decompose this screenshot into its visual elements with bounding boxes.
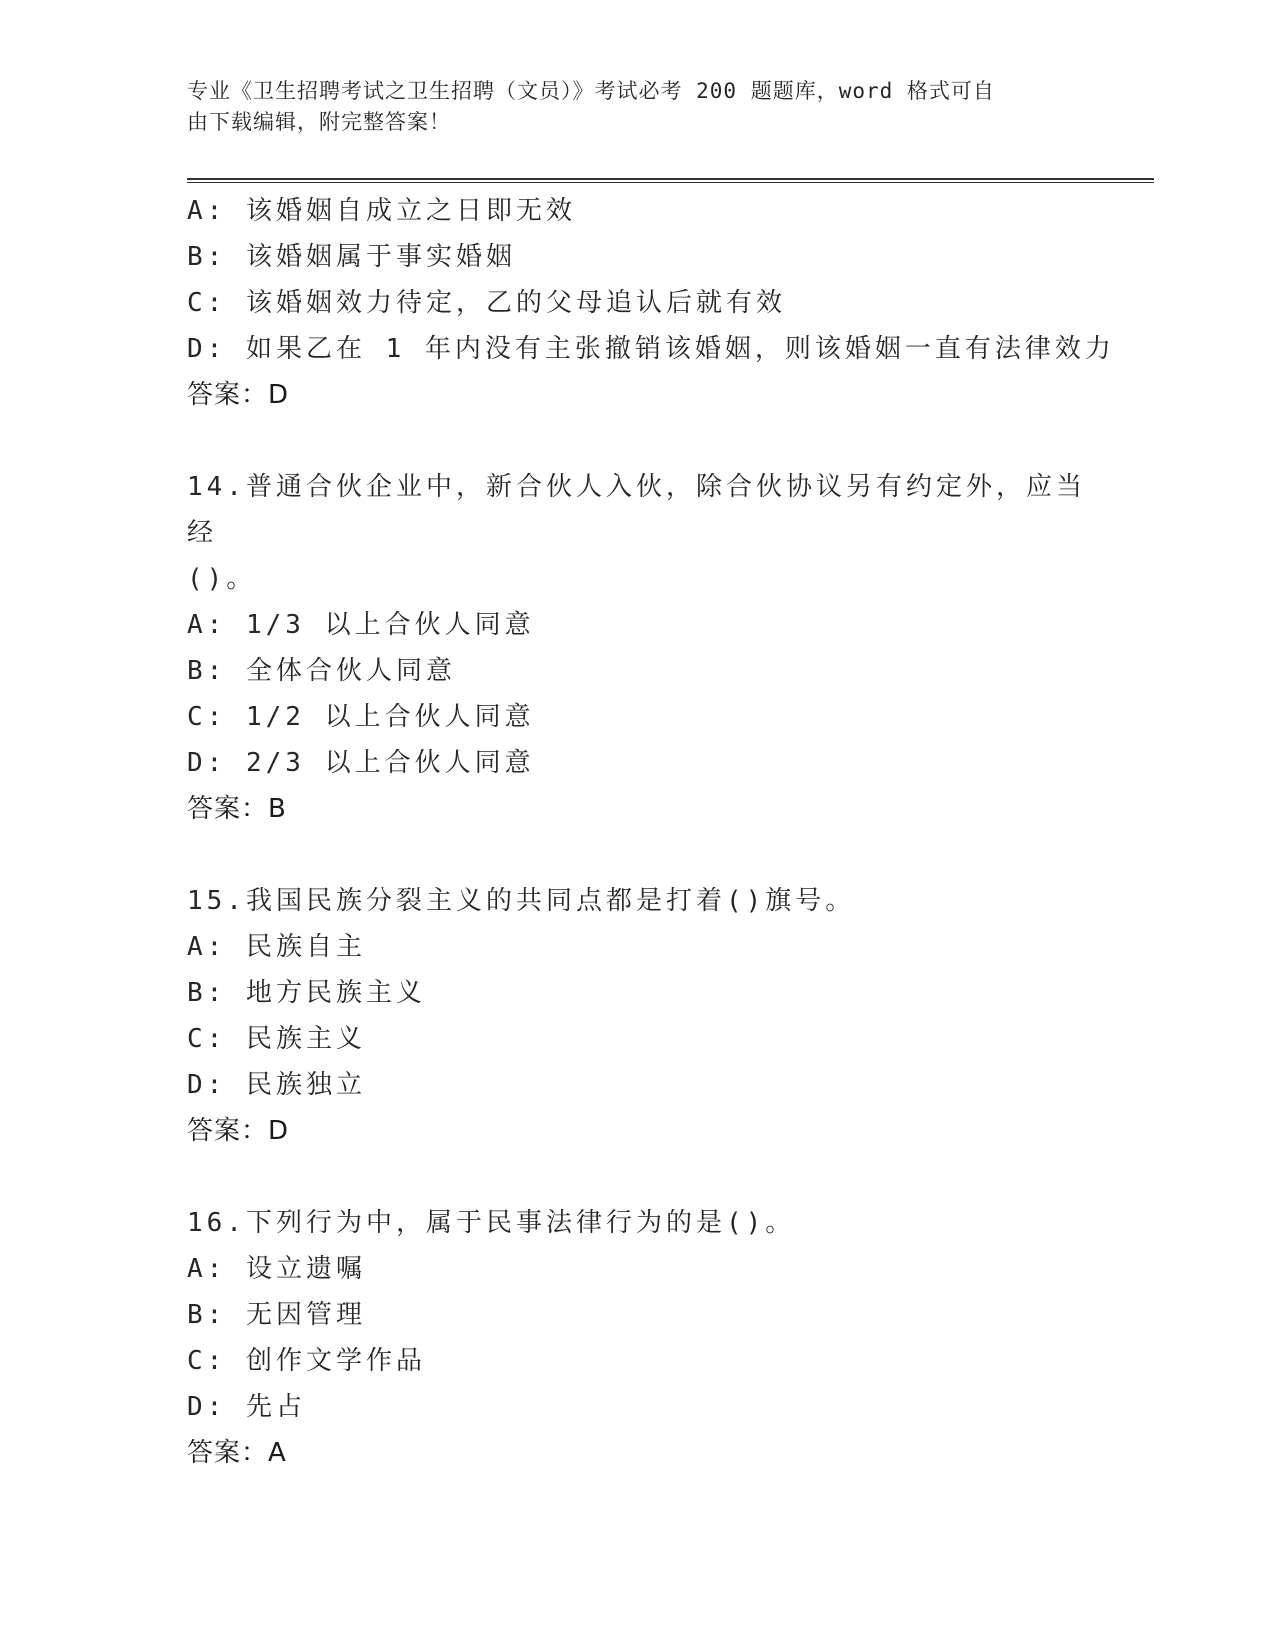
option-a: A: 该婚姻自成立之日即无效 xyxy=(187,196,576,226)
document-body xyxy=(187,188,1115,1476)
option-d: D: 如果乙在 1 年内没有主张撤销该婚姻，则该婚姻一直有法律效力 xyxy=(187,334,1115,364)
question-16 xyxy=(187,1200,1087,1476)
option-c: C: 1/2 以上合伙人同意 xyxy=(187,702,535,732)
option-c: C: 该婚姻效力待定，乙的父母追认后就有效 xyxy=(187,288,786,318)
option-b: B: 全体合伙人同意 xyxy=(187,656,456,686)
question-13-continued xyxy=(187,188,1115,418)
spacer xyxy=(187,418,1087,464)
option-a: A: 民族自主 xyxy=(187,932,366,962)
option-b: B: 无因管理 xyxy=(187,1300,366,1330)
option-c: C: 创作文学作品 xyxy=(187,1346,426,1376)
question-title-continued: ()。 xyxy=(187,564,257,594)
answer-line: 答案：A xyxy=(187,1438,287,1468)
question-title: 14.普通合伙企业中，新合伙人入伙，除合伙协议另有约定外，应当经 xyxy=(187,472,1086,548)
answer-line: 答案：B xyxy=(187,794,287,824)
option-d: D: 2/3 以上合伙人同意 xyxy=(187,748,535,778)
option-d: D: 先占 xyxy=(187,1392,306,1422)
header-divider xyxy=(187,178,1154,183)
answer-line: 答案：D xyxy=(187,1116,290,1146)
option-a: A: 1/3 以上合伙人同意 xyxy=(187,610,535,640)
option-c: C: 民族主义 xyxy=(187,1024,366,1054)
document-header xyxy=(187,76,1067,138)
option-d: D: 民族独立 xyxy=(187,1070,366,1100)
question-15 xyxy=(187,878,1087,1154)
option-a: A: 设立遗嘱 xyxy=(187,1254,366,1284)
question-title: 16.下列行为中，属于民事法律行为的是()。 xyxy=(187,1208,796,1238)
option-b: B: 地方民族主义 xyxy=(187,978,426,1008)
spacer xyxy=(187,832,1087,878)
header-intro-line-2: 由下载编辑，附完整答案！ xyxy=(187,110,451,134)
option-b: B: 该婚姻属于事实婚姻 xyxy=(187,242,516,272)
question-title: 15.我国民族分裂主义的共同点都是打着()旗号。 xyxy=(187,886,856,916)
question-14 xyxy=(187,464,1087,832)
spacer xyxy=(187,1154,1087,1200)
answer-line: 答案：D xyxy=(187,380,290,410)
header-intro-line-1: 专业《卫生招聘考试之卫生招聘（文员）》考试必考 200 题题库，word 格式可自 xyxy=(187,79,995,103)
